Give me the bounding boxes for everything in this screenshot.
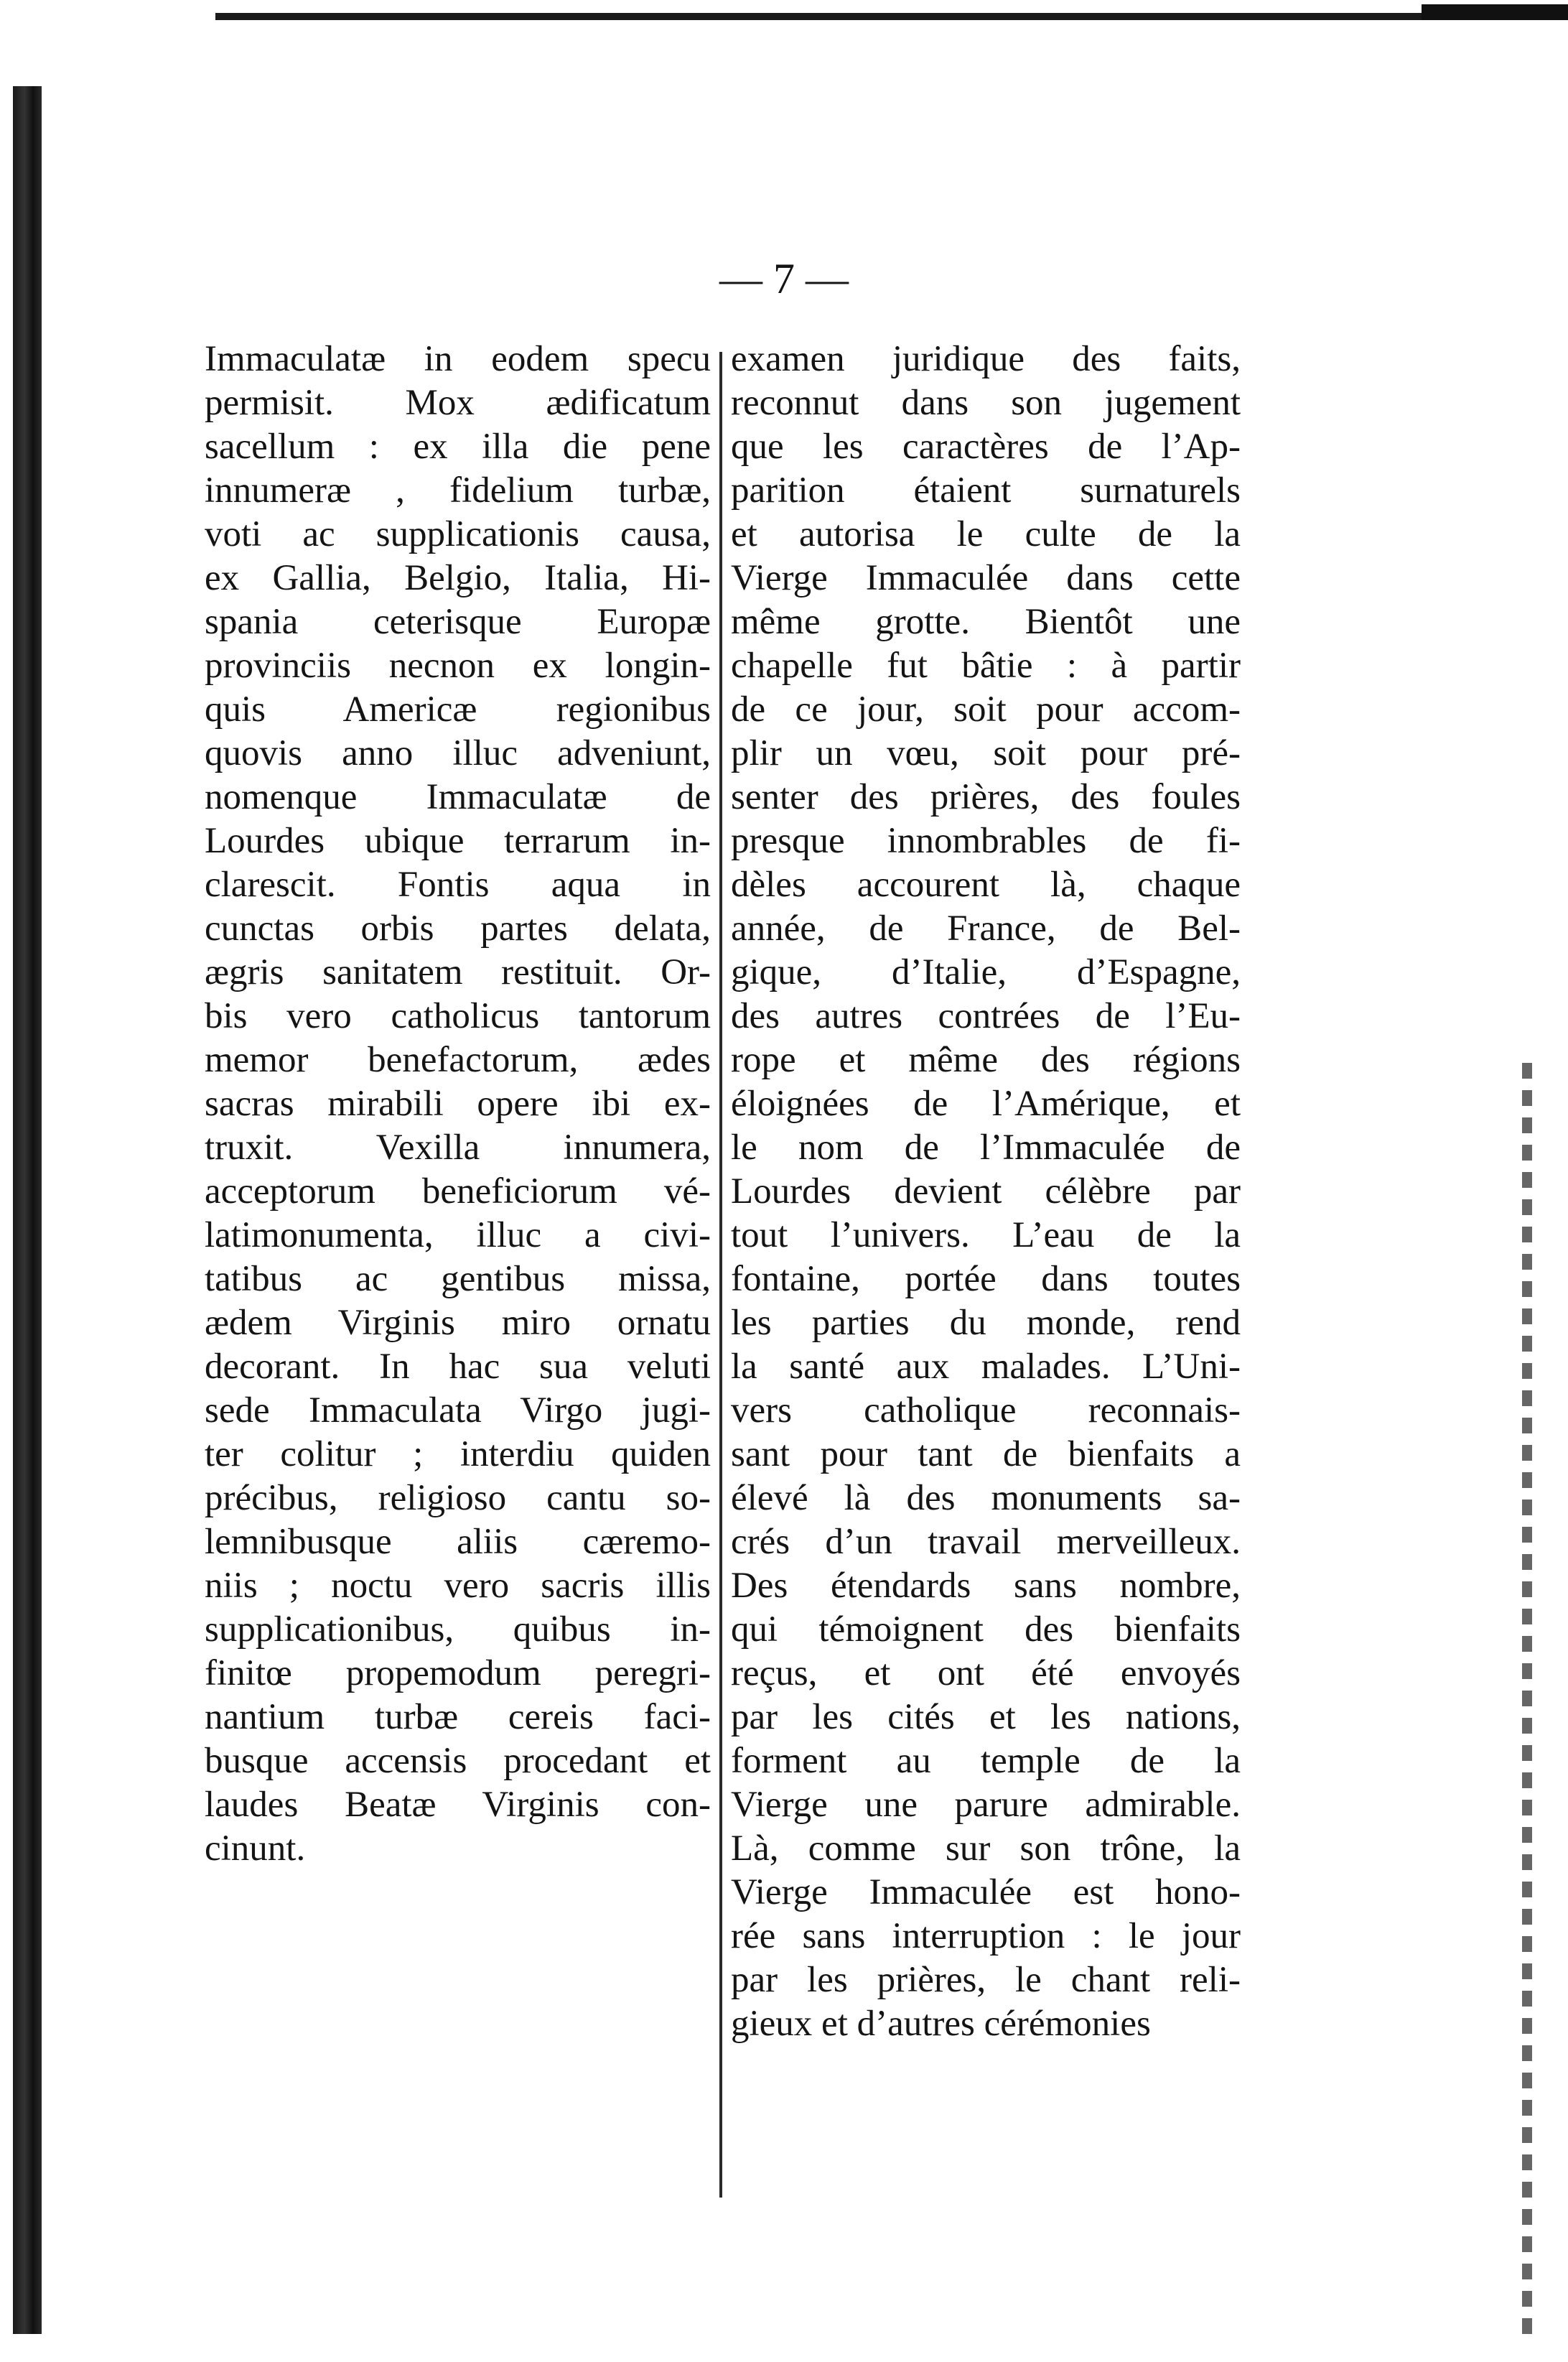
right-page-edge xyxy=(1522,1063,1532,2341)
text-line: Lourdes ubique terrarum in- xyxy=(205,821,711,861)
text-line: crés d’un travail merveilleux. xyxy=(731,1522,1241,1562)
text-line: cunctas orbis partes delata, xyxy=(205,908,711,949)
text-line: fontaine, portée dans toutes xyxy=(731,1259,1241,1299)
text-line: voti ac supplicationis causa, xyxy=(205,514,711,554)
text-line: bis vero catholicus tantorum xyxy=(205,996,711,1036)
text-line: Lourdes devient célèbre par xyxy=(731,1171,1241,1212)
text-line: forment au temple de la xyxy=(731,1741,1241,1781)
text-line: dèles accourent là, chaque xyxy=(731,865,1241,905)
text-line: cinunt. xyxy=(205,1828,306,1869)
text-line: plir un vœu, soit pour pré- xyxy=(731,733,1241,773)
text-line: nomenque Immaculatæ de xyxy=(205,777,711,817)
text-line: tatibus ac gentibus missa, xyxy=(205,1259,711,1299)
text-line: élevé là des monuments sa- xyxy=(731,1478,1241,1518)
text-line: le nom de l’Immaculée de xyxy=(731,1127,1241,1168)
text-line: tout l’univers. L’eau de la xyxy=(731,1215,1241,1255)
text-line: reconnut dans son jugement xyxy=(731,383,1241,423)
text-line: rée sans interruption : le jour xyxy=(731,1916,1241,1956)
text-line: de ce jour, soit pour accom- xyxy=(731,689,1241,730)
text-line: des autres contrées de l’Eu- xyxy=(731,996,1241,1036)
text-line: provinciis necnon ex longin- xyxy=(205,646,711,686)
text-line: éloignées de l’Amérique, et xyxy=(731,1084,1241,1124)
text-line: memor benefactorum, ædes xyxy=(205,1040,711,1080)
text-line: par les prières, le chant reli- xyxy=(731,1960,1241,2000)
left-binding-edge xyxy=(13,86,42,2334)
text-line: niis ; noctu vero sacris illis xyxy=(205,1566,711,1606)
text-line: innumeræ , fidelium turbæ, xyxy=(205,470,711,511)
text-line: la santé aux malades. L’Uni- xyxy=(731,1347,1241,1387)
text-line: acceptorum beneficiorum vé- xyxy=(205,1171,711,1212)
text-line: par les cités et les nations, xyxy=(731,1697,1241,1737)
text-line: Vierge Immaculée dans cette xyxy=(731,558,1241,598)
text-line: latimonumenta, illuc a civi- xyxy=(205,1215,711,1255)
text-line: quovis anno illuc adveniunt, xyxy=(205,733,711,773)
text-line: qui témoignent des bienfaits xyxy=(731,1609,1241,1650)
text-line: supplicationibus, quibus in- xyxy=(205,1609,711,1650)
text-line: ex Gallia, Belgio, Italia, Hi- xyxy=(205,558,711,598)
text-line: chapelle fut bâtie : à partir xyxy=(731,646,1241,686)
text-line: gique, d’Italie, d’Espagne, xyxy=(731,952,1241,992)
text-line: ter colitur ; interdiu quiden xyxy=(205,1434,711,1474)
text-line: truxit. Vexilla innumera, xyxy=(205,1127,711,1168)
text-line: Là, comme sur son trône, la xyxy=(731,1828,1241,1869)
text-line: clarescit. Fontis aqua in xyxy=(205,865,711,905)
text-line: sant pour tant de bienfaits a xyxy=(731,1434,1241,1474)
text-line: sacras mirabili opere ibi ex- xyxy=(205,1084,711,1124)
text-line: busque accensis procedant et xyxy=(205,1741,711,1781)
text-line: finitœ propemodum peregri- xyxy=(205,1653,711,1693)
text-line: sacellum : ex illa die pene xyxy=(205,427,711,467)
text-line: Des étendards sans nombre, xyxy=(731,1566,1241,1606)
text-line: rope et même des régions xyxy=(731,1040,1241,1080)
text-line: presque innombrables de fi- xyxy=(731,821,1241,861)
text-line: ægris sanitatem restituit. Or- xyxy=(205,952,711,992)
text-line: examen juridique des faits, xyxy=(731,339,1241,379)
text-line: les parties du monde, rend xyxy=(731,1303,1241,1343)
text-line: Immaculatæ in eodem specu xyxy=(205,339,711,379)
text-line: Vierge une parure admirable. xyxy=(731,1785,1241,1825)
text-line: senter des prières, des foules xyxy=(731,777,1241,817)
text-line: sede Immaculata Virgo jugi- xyxy=(205,1390,711,1431)
text-line: spania ceterisque Europæ xyxy=(205,602,711,642)
text-line: ædem Virginis miro ornatu xyxy=(205,1303,711,1343)
text-line: Vierge Immaculée est hono- xyxy=(731,1872,1241,1912)
text-line: decorant. In hac sua veluti xyxy=(205,1347,711,1387)
text-line: année, de France, de Bel- xyxy=(731,908,1241,949)
text-line: vers catholique reconnais- xyxy=(731,1390,1241,1431)
top-corner-mark xyxy=(1422,4,1568,20)
column-divider xyxy=(719,352,722,2198)
page-number: — 7 — xyxy=(719,255,849,302)
text-line: gieux et d’autres cérémonies xyxy=(731,2004,1151,2044)
text-line: permisit. Mox ædificatum xyxy=(205,383,711,423)
text-line: quis Americæ regionibus xyxy=(205,689,711,730)
text-line: que les caractères de l’Ap- xyxy=(731,427,1241,467)
french-text-column xyxy=(731,338,1241,2046)
text-line: parition étaient surnaturels xyxy=(731,470,1241,511)
text-line: laudes Beatæ Virginis con- xyxy=(205,1785,711,1825)
text-line: nantium turbæ cereis faci- xyxy=(205,1697,711,1737)
text-line: lemnibusque aliis cæremo- xyxy=(205,1522,711,1562)
latin-text-column xyxy=(205,338,711,1871)
top-border-rule xyxy=(215,13,1565,20)
text-line: reçus, et ont été envoyés xyxy=(731,1653,1241,1693)
text-line: même grotte. Bientôt une xyxy=(731,602,1241,642)
text-line: et autorisa le culte de la xyxy=(731,514,1241,554)
text-line: précibus, religioso cantu so- xyxy=(205,1478,711,1518)
